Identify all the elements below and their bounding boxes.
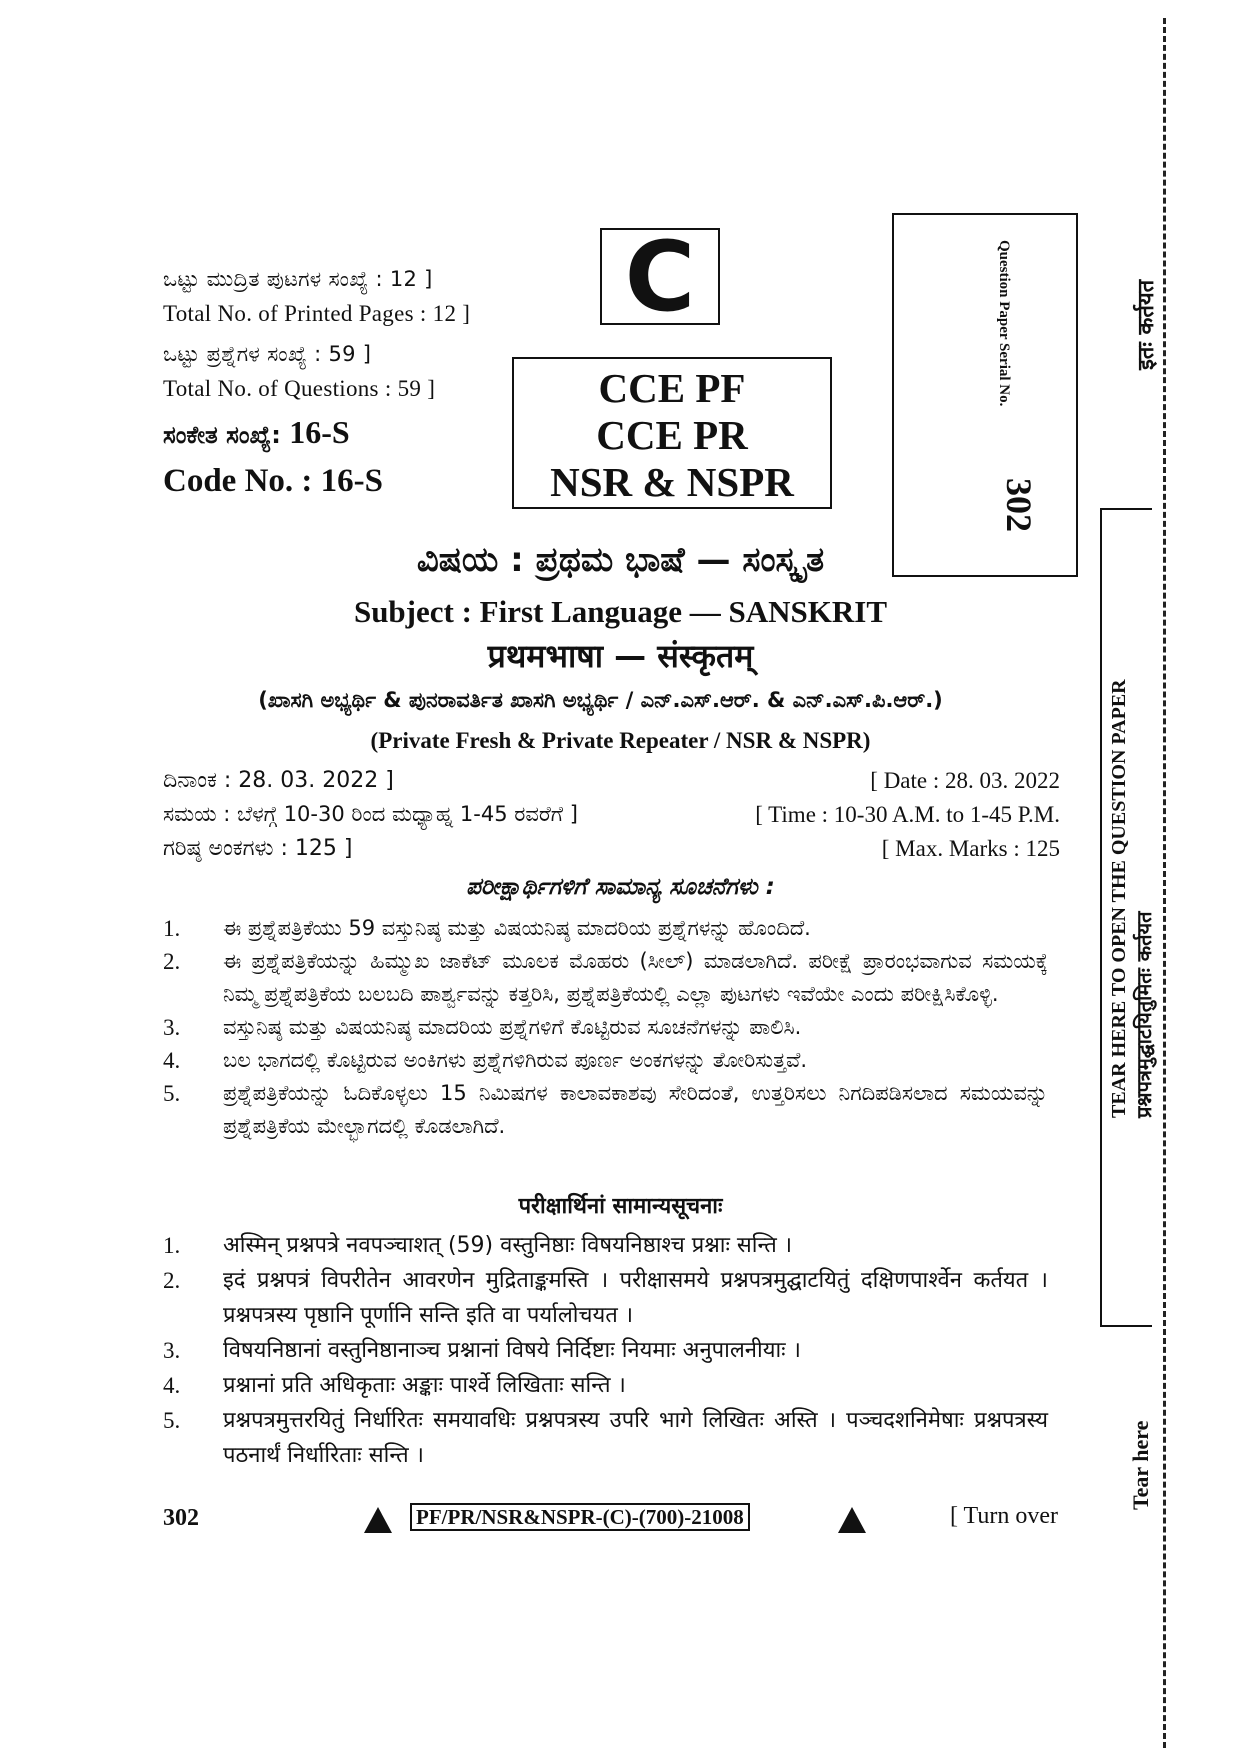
list-item — [163, 945, 1048, 1011]
subject-en: Subject : First Language — SANSKRIT — [353, 594, 888, 629]
item-number: 1. — [163, 1233, 181, 1258]
serial-label: Question Paper Serial No. — [996, 240, 1012, 407]
triangle-left-icon — [364, 1507, 392, 1533]
item-number: 4. — [163, 1048, 181, 1073]
version-box — [600, 220, 720, 333]
tear-here-instruction-sa: प्रश्नपत्रमुद्घाटयितुमितः कर्तयत — [1132, 911, 1156, 1118]
exam-type-box — [512, 357, 832, 509]
marks-kn: ಗರಿಷ್ಠ ಅಂಕಗಳು : 125 ] — [163, 836, 353, 861]
item-text: ಈ ಪ್ರಶ್ನೆಪತ್ರಿಕೆಯು 59 ವಸ್ತುನಿಷ್ಠ ಮತ್ತು ವಿಷಯನಿಷ್ಠ ಮಾದರಿಯ ಪ್ರಶ್ನೆಗಳನ್ನು ಹೊಂದಿದೆ. — [223, 916, 811, 940]
exam-line-2: CCE PR — [596, 412, 748, 458]
list-item — [163, 1368, 1048, 1403]
version-letter: C — [624, 220, 696, 333]
list-item — [163, 1077, 1048, 1143]
item-text: ಬಲ ಭಾಗದಲ್ಲಿ ಕೊಟ್ಟಿರುವ ಅಂಕಿಗಳು ಪ್ರಶ್ನೆಗಳಿಗಿರುವ ಪೂರ್ಣ ಅಂಕಗಳನ್ನು ತೋರಿಸುತ್ತವೆ. — [223, 1048, 808, 1072]
candidates-en: (Private Fresh & Private Repeater / NSR & NSPR) — [370, 728, 871, 753]
list-item — [163, 912, 1048, 945]
item-text: ವಸ್ತುನಿಷ್ಠ ಮತ್ತು ವಿಷಯನಿಷ್ಠ ಮಾದರಿಯ ಪ್ರಶ್ನೆಗಳಿಗೆ ಕೊಟ್ಟಿರುವ ಸೂಚನೆಗಳನ್ನು ಪಾಲಿಸಿ. — [223, 1015, 802, 1039]
date-en: [ Date : 28. 03. 2022 — [870, 768, 1060, 793]
item-text: अस्मिन् प्रश्नपत्रे नवपञ्चाशत् (59) वस्तुनिष्ठाः विषयनिष्ठाश्च प्रश्नाः सन्ति । — [223, 1233, 793, 1258]
footer-paper-code: PF/PR/NSR&NSPR-(C)-(700)-21008 — [410, 1503, 750, 1531]
item-number: 3. — [163, 1338, 181, 1363]
item-number: 1. — [163, 916, 181, 941]
list-item — [163, 1044, 1048, 1077]
item-number: 2. — [163, 949, 181, 974]
candidates-kn: (ಖಾಸಗಿ ಅಭ್ಯರ್ಥಿ & ಪುನರಾವರ್ತಿತ ಖಾಸಗಿ ಅಭ್ಯರ್ಥಿ / ಎನ್.ಎಸ್.ಆರ್. & ಎನ್.ಎಸ್.ಪಿ.ಆರ್.) — [258, 688, 943, 712]
cut-here-label-top: इतः कर्तयत — [1134, 279, 1159, 370]
serial-box — [892, 213, 1078, 577]
code-no-kn — [163, 414, 350, 451]
item-number: 2. — [163, 1268, 181, 1293]
list-item — [163, 1011, 1048, 1044]
total-questions-kn: ಒಟ್ಟು ಪ್ರಶ್ನೆಗಳ ಸಂಖ್ಯೆ : 59 ] — [163, 342, 372, 366]
total-pages-kn: ಒಟ್ಟು ಮುದ್ರಿತ ಪುಟಗಳ ಸಂಖ್ಯೆ : 12 ] — [163, 267, 433, 291]
list-item — [163, 1228, 1048, 1263]
time-en: [ Time : 10-30 A.M. to 1-45 P.M. — [755, 802, 1060, 827]
subject-kn: ವಿಷಯ : ಪ್ರಥಮ ಭಾಷೆ — ಸಂಸ್ಕೃತ — [416, 540, 825, 580]
exam-line-1: CCE PF — [598, 365, 746, 411]
instructions-sa-list — [163, 1228, 1048, 1473]
item-text: इदं प्रश्नपत्रं विपरीतेन आवरणेन मुद्रिताङ्कमस्ति । परीक्षासमये प्रश्नपत्रमुद्घाटयितुं दक्षिणपार्श्वेन कर्तयत । प्रश्नपत्रस्य पृष्ठानि पूर्णानि सन्ति इति वा पर्यालोचयत । — [223, 1268, 1048, 1328]
subject-sa: प्रथमभाषा — संस्कृतम् — [487, 637, 754, 675]
turn-over: [ Turn over — [950, 1503, 1059, 1529]
tear-dashed-line[interactable] — [1163, 18, 1166, 1748]
code-no-en: Code No. : 16-S — [163, 463, 383, 499]
tear-here-label: Tear here — [1128, 1420, 1153, 1510]
item-text: विषयनिष्ठानां वस्तुनिष्ठानाञ्च प्रश्नानां विषये निर्दिष्टाः नियमाः अनुपालनीयाः । — [223, 1338, 801, 1363]
item-text: ಈ ಪ್ರಶ್ನೆಪತ್ರಿಕೆಯನ್ನು ಹಿಮ್ಮುಖ ಜಾಕೆಟ್ ಮೂಲಕ ಮೊಹರು (ಸೀಲ್) ಮಾಡಲಾಗಿದೆ. ಪರೀಕ್ಷೆ ಪ್ರಾರಂಭವಾಗುವ ಸಮಯಕ್ಕೆ ನಿಮ್ಮ ಪ್ರಶ್ನೆಪತ್ರಿಕೆಯ ಬಲಬದಿ ಪಾರ್ಶ್ವವನ್ನು ಕತ್ತರಿಸಿ, ಪ್ರಶ್ನೆಪತ್ರಿಕೆಯಲ್ಲಿ ಎಲ್ಲಾ ಪುಟಗಳು ಇವೆಯೇ ಎಂದು ಪರೀಕ್ಷಿಸಿಕೊಳ್ಳಿ. — [223, 949, 1048, 1006]
marks-en: [ Max. Marks : 125 — [881, 836, 1060, 861]
list-item — [163, 1403, 1048, 1473]
footer-page-number: 302 — [163, 1505, 199, 1531]
tear-here-instruction-en: TEAR HERE TO OPEN THE QUESTION PAPER — [1108, 679, 1130, 1118]
list-item — [163, 1333, 1048, 1368]
instructions-sa-title: परीक्षार्थिनां सामान्यसूचनाः — [518, 1194, 723, 1219]
item-number: 5. — [163, 1081, 181, 1106]
item-number: 5. — [163, 1408, 181, 1433]
time-kn: ಸಮಯ : ಬೆಳಗ್ಗೆ 10-30 ರಿಂದ ಮಧ್ಯಾಹ್ನ 1-45 ರವರೆಗೆ ] — [163, 802, 578, 826]
instructions-kn-list — [163, 912, 1048, 1143]
item-text: ಪ್ರಶ್ನೆಪತ್ರಿಕೆಯನ್ನು ಓದಿಕೊಳ್ಳಲು 15 ನಿಮಿಷಗಳ ಕಾಲಾವಕಾಶವು ಸೇರಿದಂತೆ, ಉತ್ತರಿಸಲು ನಿಗದಿಪಡಿಸಲಾದ ಸಮಯವನ್ನು ಪ್ರಶ್ನೆಪತ್ರಿಕೆಯ ಮೇಲ್ಭಾಗದಲ್ಲಿ ಕೊಡಲಾಗಿದೆ. — [223, 1081, 1048, 1138]
code-kn-label: ಸಂಕೇತ ಸಂಖ್ಯೆ: — [163, 421, 281, 449]
code-kn-value: 16-S — [289, 414, 350, 450]
instructions-kn-title: ಪರೀಕ್ಷಾರ್ಥಿಗಳಿಗೆ ಸಾಮಾನ್ಯ ಸೂಚನೆಗಳು : — [466, 874, 775, 900]
item-text: प्रश्नपत्रमुत्तरयितुं निर्धारितः समयावधिः प्रश्नपत्रस्य उपरि भागे लिखितः अस्ति । पञ्चदशनिमेषाः प्रश्नपत्रस्य पठनार्थं निर्धारिताः सन्ति । — [223, 1408, 1048, 1468]
exam-line-3: NSR & NSPR — [550, 459, 794, 505]
item-text: प्रश्नानां प्रति अधिकृताः अङ्काः पार्श्वे लिखिताः सन्ति । — [223, 1373, 626, 1398]
triangle-right-icon — [838, 1507, 866, 1533]
item-number: 4. — [163, 1373, 181, 1398]
total-questions-en: Total No. of Questions : 59 ] — [163, 376, 436, 401]
total-pages-en: Total No. of Printed Pages : 12 ] — [163, 301, 471, 326]
serial-number: 302 — [999, 478, 1039, 532]
item-number: 3. — [163, 1015, 181, 1040]
list-item — [163, 1263, 1048, 1333]
date-kn: ದಿನಾಂಕ : 28. 03. 2022 ] — [163, 768, 394, 793]
